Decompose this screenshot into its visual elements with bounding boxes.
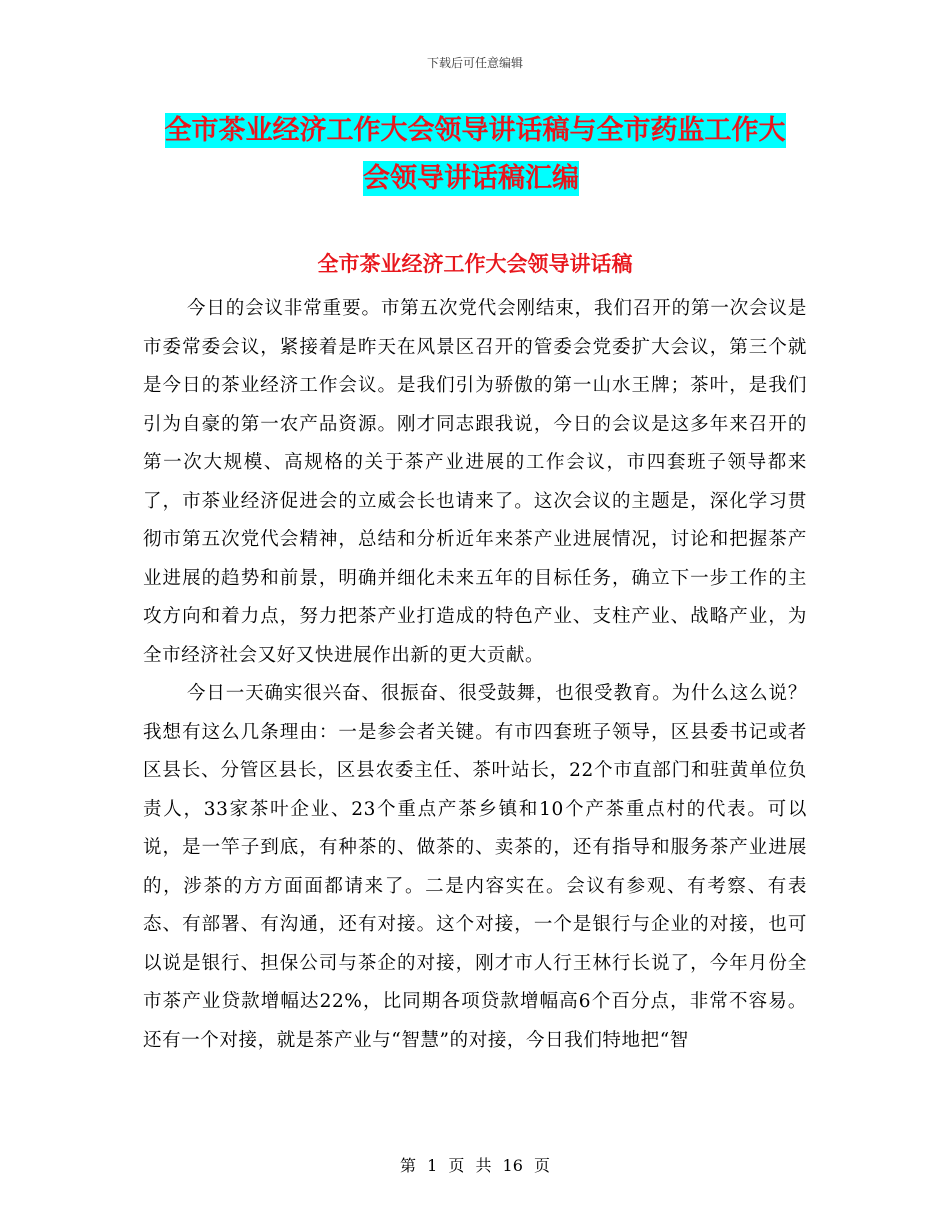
page-footer: 第 1 页 共 16 页 xyxy=(400,1156,550,1175)
section-heading: 全市茶业经济工作大会领导讲话稿 xyxy=(317,252,633,276)
body-text xyxy=(143,290,807,1060)
paragraph: 今日的会议非常重要。市第五次党代会刚结束，我们召开的第一次会议是市委常委会议，紧接着是昨天在风景区召开的管委会党委扩大会议，第三个就是今日的茶业经济工作会议。是我们引为骄傲的第一山水王牌；茶叶，是我们引为自豪的第一农产品资源。刚才同志跟我说，今日的会议是这多年来召开的第一次大规模、高规格的关于茶产业进展的工作会议，市四套班子领导都来了，市茶业经济促进会的立威会长也请来了。这次会议的主题是，深化学习贯彻市第五次党代会精神，总结和分析近年来茶产业进展情况，讨论和把握茶产业进展的趋势和前景，明确并细化未来五年的目标任务，确立下一步工作的主攻方向和着力点，努力把茶产业打造成的特色产业、支柱产业、战略产业，为全市经济社会又好又快进展作出新的更大贡献。 xyxy=(143,298,807,666)
title-line-2: 会领导讲话稿汇编 xyxy=(363,163,579,194)
page-header-note: 下载后可任意编辑 xyxy=(426,56,523,70)
title-line-1: 全市茶业经济工作大会领导讲话稿与全市药监工作大 xyxy=(164,115,786,146)
document-title xyxy=(0,107,950,203)
paragraph: 今日一天确实很兴奋、很振奋、很受鼓舞，也很受教育。为什么这么说？我想有这么几条理由：一是参会者关键。有市四套班子领导，区县委书记或者区县长、分管区县长，区县农委主任、茶叶站长，22个市直部门和驻黄单位负责人，33家茶叶企业、23个重点产茶乡镇和10个产茶重点村的代表。可以说，是一竿子到底，有种茶的、做茶的、卖茶的，还有指导和服务茶产业进展的，涉茶的方方面面都请来了。二是内容实在。会议有参观、有考察、有表态、有部署、有沟通，还有对接。这个对接，一个是银行与企业的对接，也可以说是银行、担保公司与茶企的对接，刚才市人行王林行长说了，今年月份全市茶产业贷款增幅达22%，比同期各项贷款增幅高6个百分点，非常不容易。还有一个对接，就是茶产业与“智慧”的对接，今日我们特地把“智 xyxy=(143,683,807,1051)
